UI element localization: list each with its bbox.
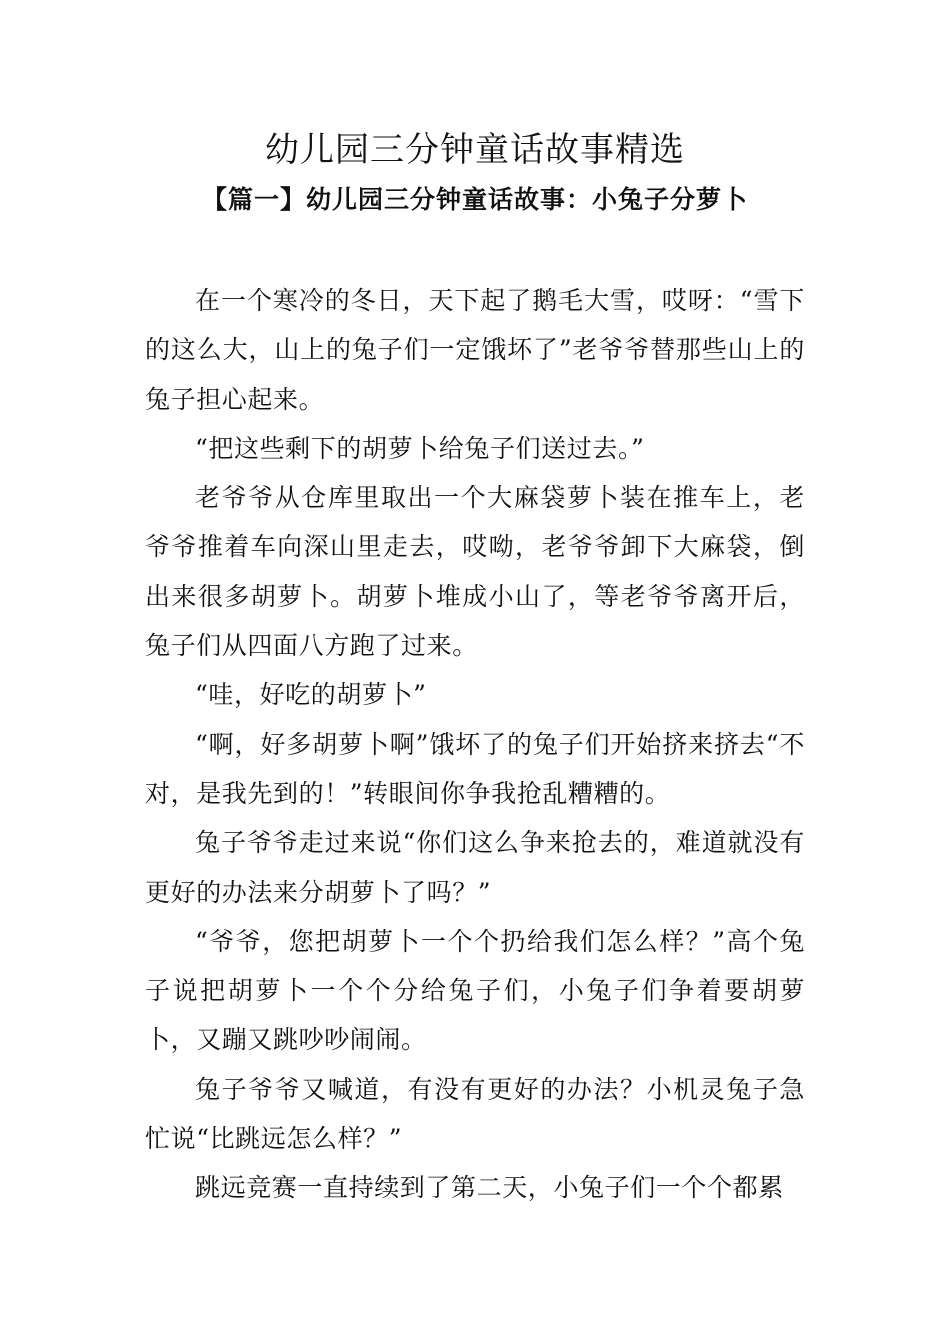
- paragraph: 老爷爷从仓库里取出一个大麻袋萝卜装在推车上，老爷爷推着车向深山里走去，哎呦，老爷爷卸下大麻袋，倒出来很多胡萝卜。胡萝卜堆成小山了，等老爷爷离开后，兔子们从四面八方跑了过来。: [145, 483, 805, 661]
- paragraph: “把这些剩下的胡萝卜给兔子们送过去。”: [195, 433, 645, 463]
- paragraph: 兔子爷爷又喊道，有没有更好的办法？小机灵兔子急忙说“比跳远怎么样？”: [145, 1074, 805, 1154]
- paragraph: 跳远竞赛一直持续到了第二天，小兔子们一个个都累: [195, 1173, 784, 1203]
- document-title: 幼儿园三分钟童话故事精选: [265, 130, 685, 170]
- paragraph: “爷爷，您把胡萝卜一个个扔给我们怎么样？”高个兔子说把胡萝卜一个个分给兔子们，小兔子们争着要胡萝卜，又蹦又跳吵吵闹闹。: [145, 926, 805, 1055]
- paragraph: 兔子爷爷走过来说“你们这么争来抢去的，难道就没有更好的办法来分胡萝卜了吗？”: [145, 828, 805, 907]
- paragraph: 在一个寒冷的冬日，天下起了鹅毛大雪，哎呀：“雪下的这么大，山上的兔子们一定饿坏了”老爷爷替那些山上的兔子担心起来。: [145, 286, 805, 414]
- paragraph: “啊，好多胡萝卜啊”饿坏了的兔子们开始挤来挤去“不对，是我先到的！”转眼间你争我抢乱糟糟的。: [145, 729, 805, 808]
- section-subtitle: 【篇一】幼儿园三分钟童话故事：小兔子分萝卜: [201, 185, 748, 214]
- paragraph: “哇，好吃的胡萝卜”: [195, 680, 427, 710]
- story-body: [145, 276, 805, 1213]
